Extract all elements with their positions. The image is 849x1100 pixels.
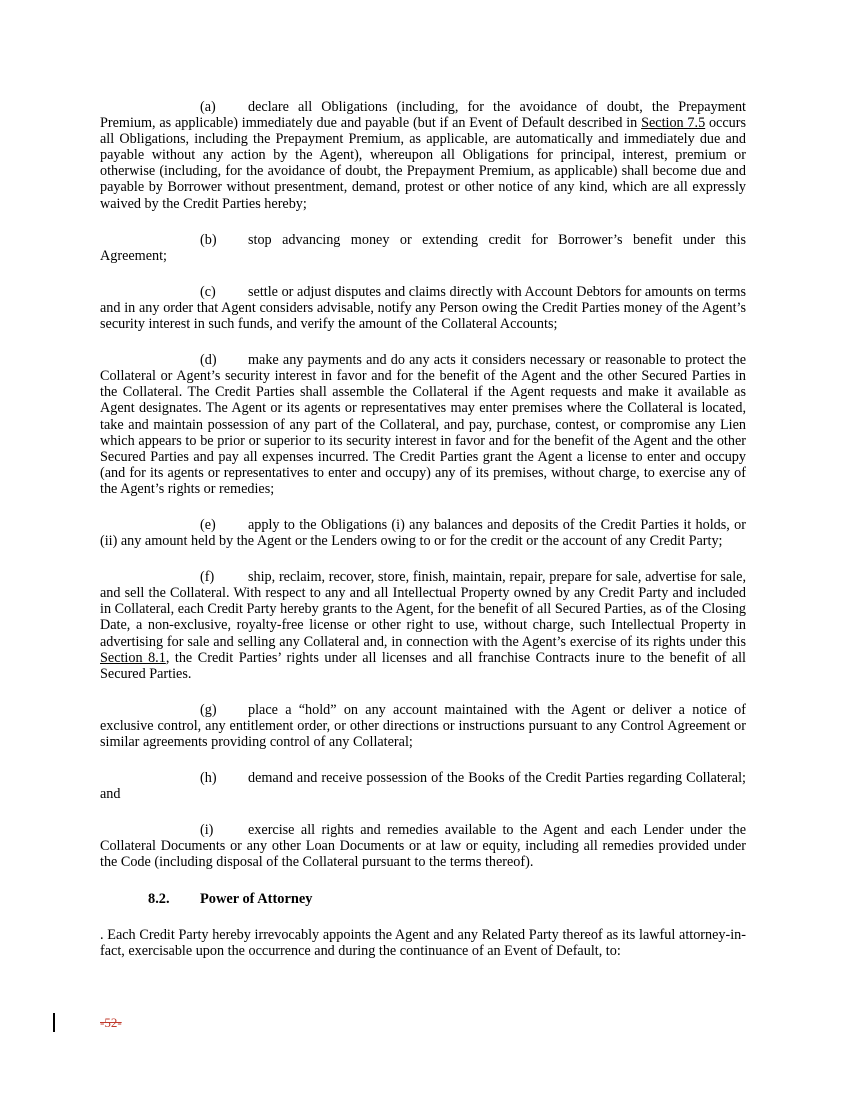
clause-text: , the Credit Parties’ rights under all licenses and all franchise Contracts inure to the benefit of all Secured Parties. bbox=[100, 649, 747, 682]
clause-b bbox=[100, 232, 746, 264]
clause-text: apply to the Obligations (i) any balances and deposits of the Credit Parties it holds, or (ii) any amount held by the Agent or the Lenders owing to or for the credit or the account of any Credit Party; bbox=[100, 516, 746, 550]
clause-label: (i) bbox=[200, 822, 214, 839]
clause-text: occurs all Obligations, including the Prepayment Premium, as applicable, are automatically and immediately due and payable without any action by the Agent), whereupon all Obligations for principal, interest, premium or otherwise (including, for the avoidance of doubt, the Prepayment Premium, as applicable) shall become due and payable by Borrower without presentment, demand, protest or other notice of any kind, which are all expressly waived by the Credit Parties hereby; bbox=[100, 115, 746, 212]
section-reference-link[interactable]: Section 7.5 bbox=[641, 115, 706, 132]
clause-text: make any payments and do any acts it considers necessary or reasonable to protect the Collateral or Agent’s security interest in favor and for the benefit of the Agent and the other Secured Parties in the Collateral. The Credit Parties shall assemble the Collateral if the Agent requests and make it available as Agent designates. The Agent or its agents or representatives may enter premises where the Collateral is located, take and maintain possession of any part of the Collateral, and pay, purchase, contest, or compromise any Lien which appears to be prior or superior to its security interest in favor and for the benefit of the Agent and the other Secured Parties and pay all expenses incurred. The Credit Parties grant the Agent a license to enter and occupy (and for its agents or representatives to enter and occupy) any of its premises, without charge, to exercise any of the Agent’s rights or remedies; bbox=[100, 352, 746, 497]
document-body bbox=[100, 99, 746, 959]
clause-text: declare all Obligations (including, for the avoidance of doubt, the Prepayment Premium, as applicable) immediately due and payable (but if an Event of Default described in bbox=[100, 99, 746, 132]
closing-paragraph: . Each Credit Party hereby irrevocably appoints the Agent and any Related Party thereof as its lawful attorney-in-fact, exercisable upon the occurrence and during the continuance of an Event of Default, to: bbox=[100, 926, 746, 959]
section-number: 8.2. bbox=[148, 890, 170, 907]
clause-f bbox=[100, 569, 746, 682]
clause-text: demand and receive possession of the Books of the Credit Parties regarding Collateral; and bbox=[100, 770, 746, 803]
revision-change-bar bbox=[53, 1013, 55, 1032]
section-reference-link[interactable]: Section 8.1 bbox=[100, 649, 166, 666]
clause-label: (f) bbox=[200, 569, 215, 586]
page-number: -52- bbox=[100, 1015, 122, 1030]
clause-d bbox=[100, 352, 746, 497]
clause-label: (h) bbox=[200, 770, 217, 787]
clause-label: (b) bbox=[200, 231, 217, 248]
page-footer bbox=[53, 1013, 253, 1033]
clause-label: (d) bbox=[200, 352, 217, 369]
clause-text: exercise all rights and remedies available to the Agent and each Lender under the Collateral Documents or any other Loan Documents or at law or equity, including all remedies provided under the Code (including disposal of the Collateral pursuant to the terms thereof). bbox=[100, 822, 746, 871]
clause-a bbox=[100, 99, 746, 212]
clause-label: (c) bbox=[200, 283, 216, 300]
section-heading bbox=[100, 891, 746, 907]
clause-text: ship, reclaim, recover, store, finish, maintain, repair, prepare for sale, advertise for sale, and sell the Collateral. With respect to any and all Intellectual Property owned by any Credit Party and included in Collateral, each Credit Party hereby grants to the Agent, for the benefit of all Secured Parties, as of the Closing Date, a non-exclusive, royalty-free license or other right to use, without charge, such Intellectual Property in advertising for sale and selling any Collateral and, in connection with the Agent’s exercise of its rights under this bbox=[100, 569, 746, 650]
clause-label: (a) bbox=[200, 99, 216, 115]
clause-i bbox=[100, 822, 746, 870]
clause-e bbox=[100, 517, 746, 549]
clause-text: place a “hold” on any account maintained with the Agent or deliver a notice of exclusive control, any entitlement order, or other directions or instructions pursuant to any Control Agreement or similar agreements providing control of any Collateral; bbox=[100, 701, 746, 750]
clause-g bbox=[100, 702, 746, 750]
clause-c bbox=[100, 284, 746, 332]
clause-text: settle or adjust disputes and claims directly with Account Debtors for amounts on terms and in any order that Agent considers advisable, notify any Person owing the Credit Parties money of the Agent’s security interest in such funds, and verify the amount of the Collateral Accounts; bbox=[100, 283, 746, 333]
clause-label: (e) bbox=[200, 516, 216, 533]
clause-h bbox=[100, 770, 746, 802]
section-title: Power of Attorney bbox=[200, 890, 313, 907]
clause-text: stop advancing money or extending credit for Borrower’s benefit under this Agreement; bbox=[100, 231, 746, 264]
clause-label: (g) bbox=[200, 701, 217, 718]
